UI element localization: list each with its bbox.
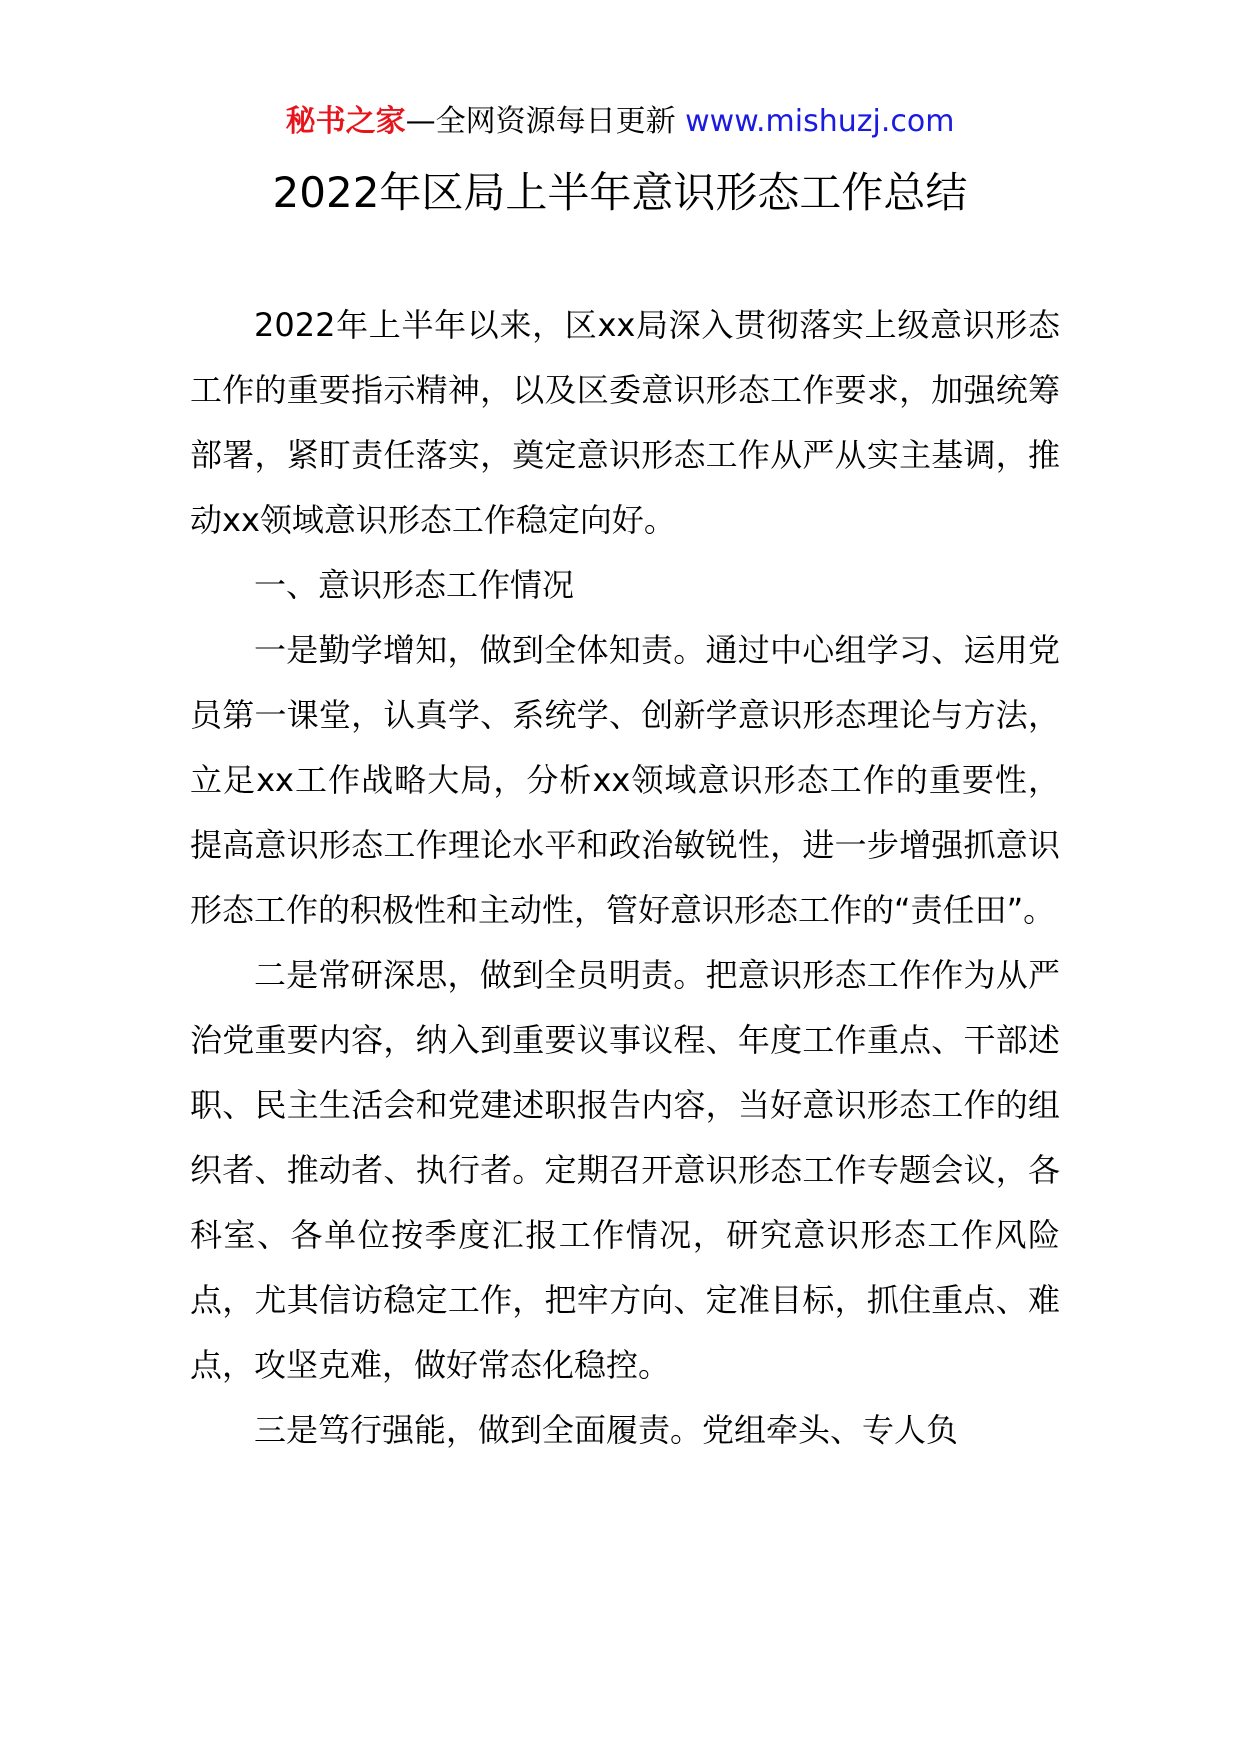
document-title: 2022年区局上半年意识形态工作总结: [272, 168, 968, 217]
intro-paragraph: 2022年上半年以来，区xx局深入贯彻落实上级意识形态工作的重要指示精神，以及区委意识形态工作要求，加强统筹部署，紧盯责任落实，奠定意识形态工作从严从实主基调，推动xx领域意识形态工作稳定向好。: [190, 306, 1060, 539]
brand-name: 秘书之家: [285, 104, 406, 139]
section-heading: 一、意识形态工作情况: [254, 566, 575, 604]
paragraph-point-1: 一是勤学增知，做到全体知责。通过中心组学习、运用党员第一课堂，认真学、系统学、创新学意识形态理论与方法，立足xx工作战略大局，分析xx领域意识形态工作的重要性，提高意识形态工作理论水平和政治敏锐性，进一步增强抓意识形态工作的积极性和主动性，管好意识形态工作的“责任田”。: [190, 631, 1060, 929]
document-body: [190, 293, 1060, 1463]
paragraph-point-3: 三是笃行强能，做到全面履责。党组牵头、专人负: [254, 1411, 959, 1449]
paragraph-point-2: 二是常研深思，做到全员明责。把意识形态工作作为从严治党重要内容，纳入到重要议事议程、年度工作重点、干部述职、民主生活会和党建述职报告内容，当好意识形态工作的组织者、推动者、执行者。定期召开意识形态工作专题会议，各科室、各单位按季度汇报工作情况，研究意识形态工作风险点，尤其信访稳定工作，把牢方向、定准目标，抓住重点、难点，攻坚克难，做好常态化稳控。: [190, 956, 1060, 1384]
site-url-link[interactable]: www.mishuzj.com: [685, 104, 955, 139]
banner-slogan: —全网资源每日更新: [405, 104, 686, 139]
site-banner: [0, 100, 1240, 144]
